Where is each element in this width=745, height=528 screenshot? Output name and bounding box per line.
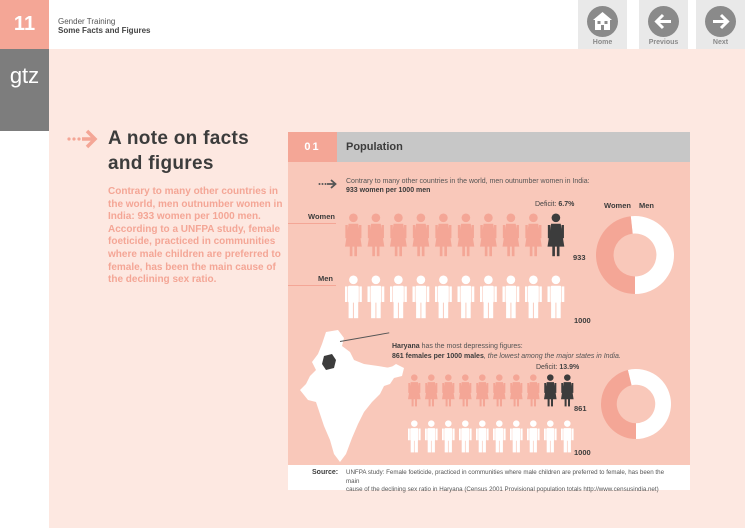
woman-figure-icon (544, 374, 557, 406)
man-figure-icon (390, 275, 407, 318)
home-label: Home (592, 39, 613, 46)
haryana-line-2-bold: 861 females per 1000 males (392, 352, 484, 360)
man-figure-icon (544, 420, 557, 452)
india-stat-text (346, 177, 676, 195)
source-line-2: cause of the declining sex ratio in Haryana (Census 2001 Provisional population totals http://www.censusindia.net) (346, 486, 659, 493)
page-number: 11 (0, 0, 49, 49)
man-figure-icon (458, 275, 475, 318)
legend-women: Women (604, 201, 631, 210)
woman-figure-icon (345, 213, 362, 256)
man-figure-icon (480, 275, 497, 318)
man-figure-icon (345, 275, 362, 318)
intro-text: Contrary to many other countries in the world, men outnumber women in India: 933 women per 1000 men. According to a UNFPA study, female foeticide, practiced in communities where male children are preferred to female, has been the main cause of the declining sex ratio. (108, 186, 283, 286)
woman-figure-icon (458, 213, 475, 256)
haryana-women-value: 861 (574, 404, 587, 413)
men-label-line (288, 285, 336, 286)
men-figures-row (343, 275, 583, 323)
deficit-label: Deficit: (535, 201, 557, 208)
india-stat-line-1: Contrary to many other countries in the world, men outnumber women in India: (346, 178, 590, 185)
section-title: Some Facts and Figures (58, 26, 151, 35)
man-figure-icon (503, 275, 520, 318)
woman-figure-icon (442, 374, 455, 406)
man-figure-icon (413, 275, 430, 318)
man-figure-icon (527, 420, 540, 452)
deficit-label: Deficit: (536, 364, 558, 371)
man-figure-icon (368, 275, 385, 318)
haryana-women-figures-row (407, 374, 587, 410)
women-figures-row (343, 213, 583, 261)
arrow-right-icon (705, 6, 736, 37)
title-line-1: A note on facts (108, 128, 250, 149)
home-button[interactable] (578, 0, 627, 49)
men-row-label: Men (318, 274, 333, 283)
women-row-label: Women (308, 212, 335, 221)
woman-figure-icon (413, 213, 430, 256)
source-label: Source: (312, 469, 339, 476)
man-figure-icon (525, 275, 542, 318)
haryana-line-2 (392, 352, 682, 362)
india-men-value: 1000 (574, 316, 591, 325)
woman-figure-icon (368, 213, 385, 256)
haryana-line-2-rest: , the lowest among the major states in India. (483, 352, 621, 360)
haryana-deficit (536, 364, 579, 371)
haryana-name: Haryana (392, 343, 420, 350)
previous-label: Previous (648, 39, 679, 46)
woman-figure-icon (503, 213, 520, 256)
man-figure-icon (476, 420, 489, 452)
haryana-men-value: 1000 (574, 448, 591, 457)
haryana-line-1 (392, 342, 682, 352)
man-figure-icon (548, 275, 565, 318)
panel-number: 01 (288, 132, 337, 162)
deficit-value: 6.7% (558, 201, 575, 208)
man-figure-icon (408, 420, 421, 452)
dotted-arrow-icon (67, 128, 101, 150)
panel-title: Population (346, 141, 403, 153)
home-icon (587, 6, 618, 37)
arrow-left-icon (648, 6, 679, 37)
title-line-2: and figures (108, 153, 214, 174)
haryana-line-1-rest: has the most depressing figures: (419, 343, 523, 350)
gtz-logo (0, 49, 49, 131)
course-title: Gender Training (58, 17, 116, 26)
deficit-value: 13.9% (559, 364, 580, 371)
next-label: Next (712, 39, 729, 46)
man-figure-icon (435, 275, 452, 318)
next-button[interactable] (696, 0, 745, 49)
haryana-men-figures-row (407, 420, 587, 456)
man-figure-icon (510, 420, 523, 452)
man-figure-icon (561, 420, 574, 452)
woman-figure-icon (480, 213, 497, 256)
woman-figure-icon (435, 213, 452, 256)
woman-figure-icon (425, 374, 438, 406)
man-figure-icon (425, 420, 438, 452)
woman-figure-icon (493, 374, 506, 406)
woman-figure-icon (548, 213, 565, 256)
donut-men-segment (631, 216, 674, 294)
woman-figure-icon (527, 374, 540, 406)
donut-women-segment (596, 216, 635, 294)
india-deficit (535, 201, 574, 208)
source-text (346, 469, 678, 495)
india-donut-chart (595, 215, 675, 295)
logo-text: gtz (9, 63, 40, 88)
woman-figure-icon (510, 374, 523, 406)
man-figure-icon (459, 420, 472, 452)
haryana-donut-chart (600, 368, 672, 440)
dotted-arrow-icon (318, 178, 340, 190)
woman-figure-icon (476, 374, 489, 406)
man-figure-icon (493, 420, 506, 452)
man-figure-icon (442, 420, 455, 452)
woman-figure-icon (561, 374, 574, 406)
woman-figure-icon (459, 374, 472, 406)
page-title (108, 126, 288, 176)
woman-figure-icon (390, 213, 407, 256)
woman-figure-icon (525, 213, 542, 256)
previous-button[interactable] (639, 0, 688, 49)
haryana-stat-text (392, 342, 682, 361)
source-line-1: UNFPA study: Female foeticide, practiced in communities where male children are preferred to female, has been the main (346, 469, 665, 485)
woman-figure-icon (408, 374, 421, 406)
india-stat-line-2: 933 women per 1000 men (346, 187, 431, 194)
india-women-value: 933 (573, 253, 586, 262)
legend-men: Men (639, 201, 654, 210)
women-label-line (288, 223, 336, 224)
